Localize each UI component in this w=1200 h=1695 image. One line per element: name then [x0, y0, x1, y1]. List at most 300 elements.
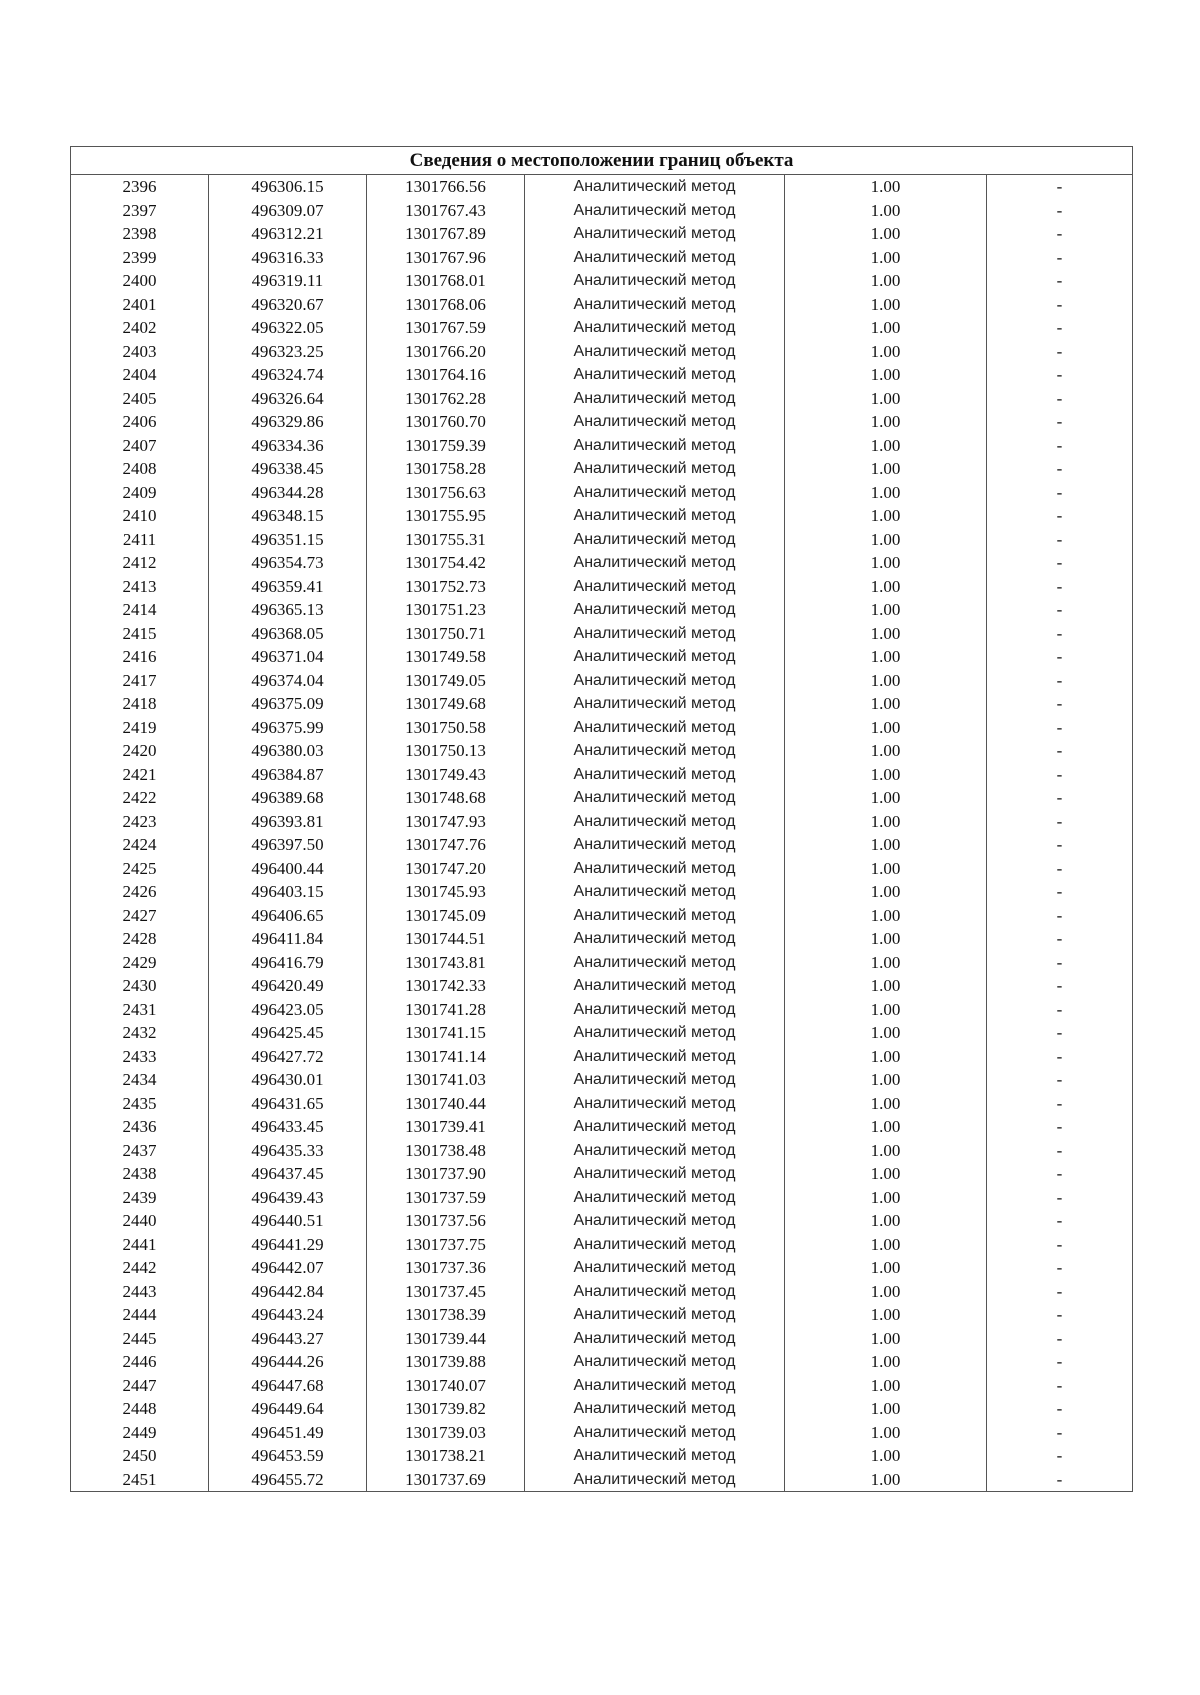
accuracy-value: 1.00: [785, 857, 987, 881]
table-row: [71, 293, 1133, 317]
coordinate-y: 1301749.68: [367, 692, 525, 716]
accuracy-value: 1.00: [785, 1444, 987, 1468]
description-value: -: [987, 763, 1133, 787]
coordinate-x: 496374.04: [209, 669, 367, 693]
coordinate-y: 1301740.44: [367, 1092, 525, 1116]
point-number: 2450: [71, 1444, 209, 1468]
table-row: [71, 1444, 1133, 1468]
description-value: -: [987, 504, 1133, 528]
determination-method: Аналитический метод: [525, 1139, 785, 1163]
coordinate-y: 1301745.09: [367, 904, 525, 928]
table-row: [71, 269, 1133, 293]
coordinate-x: 496324.74: [209, 363, 367, 387]
determination-method: Аналитический метод: [525, 1162, 785, 1186]
accuracy-value: 1.00: [785, 1421, 987, 1445]
point-number: 2400: [71, 269, 209, 293]
accuracy-value: 1.00: [785, 199, 987, 223]
coordinate-x: 496443.27: [209, 1327, 367, 1351]
table-row: [71, 810, 1133, 834]
determination-method: Аналитический метод: [525, 974, 785, 998]
table-row: [71, 457, 1133, 481]
description-value: -: [987, 1374, 1133, 1398]
description-value: -: [987, 1209, 1133, 1233]
point-number: 2431: [71, 998, 209, 1022]
accuracy-value: 1.00: [785, 1209, 987, 1233]
table-row: [71, 1021, 1133, 1045]
accuracy-value: 1.00: [785, 1280, 987, 1304]
point-number: 2416: [71, 645, 209, 669]
table-row: [71, 833, 1133, 857]
point-number: 2436: [71, 1115, 209, 1139]
point-number: 2424: [71, 833, 209, 857]
point-number: 2397: [71, 199, 209, 223]
coordinate-x: 496455.72: [209, 1468, 367, 1492]
accuracy-value: 1.00: [785, 481, 987, 505]
point-number: 2442: [71, 1256, 209, 1280]
coordinate-y: 1301749.58: [367, 645, 525, 669]
accuracy-value: 1.00: [785, 434, 987, 458]
coordinate-y: 1301766.20: [367, 340, 525, 364]
table-row: [71, 175, 1133, 199]
accuracy-value: 1.00: [785, 716, 987, 740]
table-row: [71, 951, 1133, 975]
coordinate-x: 496323.25: [209, 340, 367, 364]
table-row: [71, 1397, 1133, 1421]
determination-method: Аналитический метод: [525, 481, 785, 505]
determination-method: Аналитический метод: [525, 763, 785, 787]
boundary-coordinates-table: [70, 146, 1133, 1492]
determination-method: Аналитический метод: [525, 175, 785, 199]
coordinate-x: 496375.99: [209, 716, 367, 740]
determination-method: Аналитический метод: [525, 1186, 785, 1210]
accuracy-value: 1.00: [785, 1256, 987, 1280]
table-row: [71, 246, 1133, 270]
description-value: -: [987, 1233, 1133, 1257]
accuracy-value: 1.00: [785, 669, 987, 693]
coordinate-y: 1301762.28: [367, 387, 525, 411]
description-value: -: [987, 434, 1133, 458]
accuracy-value: 1.00: [785, 1162, 987, 1186]
coordinate-x: 496359.41: [209, 575, 367, 599]
table-row: [71, 857, 1133, 881]
coordinate-y: 1301737.75: [367, 1233, 525, 1257]
coordinate-x: 496312.21: [209, 222, 367, 246]
description-value: -: [987, 1327, 1133, 1351]
table-row: [71, 716, 1133, 740]
coordinate-y: 1301750.58: [367, 716, 525, 740]
description-value: -: [987, 1468, 1133, 1492]
table-row: [71, 1209, 1133, 1233]
accuracy-value: 1.00: [785, 1397, 987, 1421]
description-value: -: [987, 269, 1133, 293]
determination-method: Аналитический метод: [525, 716, 785, 740]
coordinate-y: 1301739.82: [367, 1397, 525, 1421]
table-row: [71, 645, 1133, 669]
description-value: -: [987, 175, 1133, 199]
determination-method: Аналитический метод: [525, 786, 785, 810]
point-number: 2440: [71, 1209, 209, 1233]
accuracy-value: 1.00: [785, 316, 987, 340]
description-value: -: [987, 1021, 1133, 1045]
table-row: [71, 622, 1133, 646]
coordinate-x: 496365.13: [209, 598, 367, 622]
point-number: 2402: [71, 316, 209, 340]
coordinate-y: 1301759.39: [367, 434, 525, 458]
accuracy-value: 1.00: [785, 269, 987, 293]
point-number: 2422: [71, 786, 209, 810]
determination-method: Аналитический метод: [525, 645, 785, 669]
point-number: 2399: [71, 246, 209, 270]
determination-method: Аналитический метод: [525, 1256, 785, 1280]
description-value: -: [987, 622, 1133, 646]
determination-method: Аналитический метод: [525, 504, 785, 528]
table-row: [71, 363, 1133, 387]
description-value: -: [987, 575, 1133, 599]
description-value: -: [987, 1303, 1133, 1327]
table-row: [71, 316, 1133, 340]
accuracy-value: 1.00: [785, 692, 987, 716]
point-number: 2401: [71, 293, 209, 317]
accuracy-value: 1.00: [785, 246, 987, 270]
determination-method: Аналитический метод: [525, 1327, 785, 1351]
point-number: 2417: [71, 669, 209, 693]
description-value: -: [987, 739, 1133, 763]
determination-method: Аналитический метод: [525, 434, 785, 458]
determination-method: Аналитический метод: [525, 1021, 785, 1045]
determination-method: Аналитический метод: [525, 528, 785, 552]
accuracy-value: 1.00: [785, 504, 987, 528]
point-number: 2414: [71, 598, 209, 622]
determination-method: Аналитический метод: [525, 1115, 785, 1139]
determination-method: Аналитический метод: [525, 1444, 785, 1468]
coordinate-x: 496427.72: [209, 1045, 367, 1069]
accuracy-value: 1.00: [785, 1233, 987, 1257]
table-row: [71, 1186, 1133, 1210]
coordinate-y: 1301737.59: [367, 1186, 525, 1210]
description-value: -: [987, 199, 1133, 223]
determination-method: Аналитический метод: [525, 246, 785, 270]
coordinate-y: 1301754.42: [367, 551, 525, 575]
coordinate-x: 496423.05: [209, 998, 367, 1022]
table-row: [71, 481, 1133, 505]
coordinate-x: 496444.26: [209, 1350, 367, 1374]
table-row: [71, 598, 1133, 622]
table-row: [71, 904, 1133, 928]
coordinate-x: 496437.45: [209, 1162, 367, 1186]
table-row: [71, 551, 1133, 575]
determination-method: Аналитический метод: [525, 833, 785, 857]
coordinate-y: 1301739.03: [367, 1421, 525, 1445]
determination-method: Аналитический метод: [525, 316, 785, 340]
point-number: 2447: [71, 1374, 209, 1398]
coordinate-x: 496316.33: [209, 246, 367, 270]
point-number: 2423: [71, 810, 209, 834]
coordinate-y: 1301739.44: [367, 1327, 525, 1351]
coordinate-y: 1301760.70: [367, 410, 525, 434]
point-number: 2446: [71, 1350, 209, 1374]
coordinate-y: 1301737.90: [367, 1162, 525, 1186]
determination-method: Аналитический метод: [525, 457, 785, 481]
coordinate-y: 1301750.71: [367, 622, 525, 646]
coordinate-y: 1301739.88: [367, 1350, 525, 1374]
point-number: 2427: [71, 904, 209, 928]
table-row: [71, 1421, 1133, 1445]
coordinate-x: 496403.15: [209, 880, 367, 904]
table-row: [71, 1374, 1133, 1398]
coordinate-x: 496431.65: [209, 1092, 367, 1116]
coordinate-x: 496449.64: [209, 1397, 367, 1421]
table-row: [71, 786, 1133, 810]
point-number: 2448: [71, 1397, 209, 1421]
coordinate-x: 496433.45: [209, 1115, 367, 1139]
point-number: 2415: [71, 622, 209, 646]
point-number: 2449: [71, 1421, 209, 1445]
table-row: [71, 763, 1133, 787]
point-number: 2396: [71, 175, 209, 199]
coordinate-x: 496400.44: [209, 857, 367, 881]
point-number: 2419: [71, 716, 209, 740]
description-value: -: [987, 927, 1133, 951]
point-number: 2412: [71, 551, 209, 575]
description-value: -: [987, 904, 1133, 928]
determination-method: Аналитический метод: [525, 551, 785, 575]
coordinate-y: 1301766.56: [367, 175, 525, 199]
table-row: [71, 387, 1133, 411]
coordinate-y: 1301747.93: [367, 810, 525, 834]
description-value: -: [987, 598, 1133, 622]
coordinate-x: 496397.50: [209, 833, 367, 857]
accuracy-value: 1.00: [785, 1068, 987, 1092]
description-value: -: [987, 1421, 1133, 1445]
description-value: -: [987, 1256, 1133, 1280]
determination-method: Аналитический метод: [525, 857, 785, 881]
determination-method: Аналитический метод: [525, 880, 785, 904]
description-value: -: [987, 316, 1133, 340]
description-value: -: [987, 833, 1133, 857]
determination-method: Аналитический метод: [525, 1280, 785, 1304]
coordinate-y: 1301741.03: [367, 1068, 525, 1092]
accuracy-value: 1.00: [785, 951, 987, 975]
coordinate-x: 496430.01: [209, 1068, 367, 1092]
coordinate-y: 1301752.73: [367, 575, 525, 599]
coordinate-y: 1301764.16: [367, 363, 525, 387]
point-number: 2435: [71, 1092, 209, 1116]
table-row: [71, 1256, 1133, 1280]
coordinate-y: 1301749.05: [367, 669, 525, 693]
accuracy-value: 1.00: [785, 1303, 987, 1327]
description-value: -: [987, 1092, 1133, 1116]
table-row: [71, 1068, 1133, 1092]
description-value: -: [987, 857, 1133, 881]
coordinate-x: 496384.87: [209, 763, 367, 787]
accuracy-value: 1.00: [785, 1021, 987, 1045]
coordinate-x: 496320.67: [209, 293, 367, 317]
point-number: 2406: [71, 410, 209, 434]
determination-method: Аналитический метод: [525, 1350, 785, 1374]
coordinate-x: 496442.07: [209, 1256, 367, 1280]
accuracy-value: 1.00: [785, 1186, 987, 1210]
coordinate-y: 1301737.56: [367, 1209, 525, 1233]
description-value: -: [987, 340, 1133, 364]
description-value: -: [987, 1068, 1133, 1092]
description-value: -: [987, 1186, 1133, 1210]
table-row: [71, 1139, 1133, 1163]
point-number: 2429: [71, 951, 209, 975]
coordinate-x: 496306.15: [209, 175, 367, 199]
accuracy-value: 1.00: [785, 1115, 987, 1139]
accuracy-value: 1.00: [785, 1045, 987, 1069]
accuracy-value: 1.00: [785, 1374, 987, 1398]
table-row: [71, 1233, 1133, 1257]
coordinate-x: 496344.28: [209, 481, 367, 505]
accuracy-value: 1.00: [785, 786, 987, 810]
accuracy-value: 1.00: [785, 763, 987, 787]
point-number: 2405: [71, 387, 209, 411]
point-number: 2411: [71, 528, 209, 552]
table-row: [71, 528, 1133, 552]
table-row: [71, 1468, 1133, 1492]
coordinate-y: 1301767.89: [367, 222, 525, 246]
accuracy-value: 1.00: [785, 998, 987, 1022]
accuracy-value: 1.00: [785, 1468, 987, 1492]
table-row: [71, 1092, 1133, 1116]
coordinate-y: 1301739.41: [367, 1115, 525, 1139]
table-row: [71, 340, 1133, 364]
table-row: [71, 1350, 1133, 1374]
coordinate-y: 1301741.14: [367, 1045, 525, 1069]
table-row: [71, 927, 1133, 951]
description-value: -: [987, 481, 1133, 505]
coordinate-y: 1301756.63: [367, 481, 525, 505]
point-number: 2426: [71, 880, 209, 904]
table-row: [71, 692, 1133, 716]
determination-method: Аналитический метод: [525, 927, 785, 951]
point-number: 2451: [71, 1468, 209, 1492]
point-number: 2443: [71, 1280, 209, 1304]
accuracy-value: 1.00: [785, 387, 987, 411]
description-value: -: [987, 998, 1133, 1022]
accuracy-value: 1.00: [785, 1327, 987, 1351]
accuracy-value: 1.00: [785, 622, 987, 646]
coordinate-y: 1301750.13: [367, 739, 525, 763]
accuracy-value: 1.00: [785, 222, 987, 246]
determination-method: Аналитический метод: [525, 1303, 785, 1327]
accuracy-value: 1.00: [785, 880, 987, 904]
coordinate-y: 1301737.69: [367, 1468, 525, 1492]
accuracy-value: 1.00: [785, 927, 987, 951]
coordinate-x: 496425.45: [209, 1021, 367, 1045]
coordinate-x: 496326.64: [209, 387, 367, 411]
table-row: [71, 434, 1133, 458]
coordinate-x: 496443.24: [209, 1303, 367, 1327]
description-value: -: [987, 457, 1133, 481]
description-value: -: [987, 293, 1133, 317]
point-number: 2444: [71, 1303, 209, 1327]
determination-method: Аналитический метод: [525, 1209, 785, 1233]
accuracy-value: 1.00: [785, 974, 987, 998]
point-number: 2428: [71, 927, 209, 951]
point-number: 2398: [71, 222, 209, 246]
description-value: -: [987, 810, 1133, 834]
table-row: [71, 880, 1133, 904]
determination-method: Аналитический метод: [525, 998, 785, 1022]
coordinate-x: 496411.84: [209, 927, 367, 951]
accuracy-value: 1.00: [785, 575, 987, 599]
description-value: -: [987, 669, 1133, 693]
point-number: 2407: [71, 434, 209, 458]
accuracy-value: 1.00: [785, 175, 987, 199]
determination-method: Аналитический метод: [525, 1468, 785, 1492]
coordinate-y: 1301741.15: [367, 1021, 525, 1045]
accuracy-value: 1.00: [785, 904, 987, 928]
coordinate-y: 1301768.01: [367, 269, 525, 293]
coordinate-x: 496393.81: [209, 810, 367, 834]
description-value: -: [987, 1280, 1133, 1304]
description-value: -: [987, 551, 1133, 575]
accuracy-value: 1.00: [785, 833, 987, 857]
table-row: [71, 974, 1133, 998]
description-value: -: [987, 951, 1133, 975]
determination-method: Аналитический метод: [525, 1045, 785, 1069]
coordinate-y: 1301749.43: [367, 763, 525, 787]
coordinate-y: 1301737.36: [367, 1256, 525, 1280]
coordinate-x: 496439.43: [209, 1186, 367, 1210]
description-value: -: [987, 410, 1133, 434]
table-row: [71, 1115, 1133, 1139]
coordinate-y: 1301741.28: [367, 998, 525, 1022]
accuracy-value: 1.00: [785, 1350, 987, 1374]
accuracy-value: 1.00: [785, 739, 987, 763]
coordinate-x: 496380.03: [209, 739, 367, 763]
point-number: 2437: [71, 1139, 209, 1163]
table-row: [71, 199, 1133, 223]
point-number: 2439: [71, 1186, 209, 1210]
determination-method: Аналитический метод: [525, 363, 785, 387]
coordinate-x: 496368.05: [209, 622, 367, 646]
point-number: 2404: [71, 363, 209, 387]
coordinate-x: 496348.15: [209, 504, 367, 528]
determination-method: Аналитический метод: [525, 199, 785, 223]
coordinate-x: 496351.15: [209, 528, 367, 552]
determination-method: Аналитический метод: [525, 1233, 785, 1257]
point-number: 2432: [71, 1021, 209, 1045]
coordinate-y: 1301738.21: [367, 1444, 525, 1468]
point-number: 2413: [71, 575, 209, 599]
point-number: 2430: [71, 974, 209, 998]
description-value: -: [987, 1444, 1133, 1468]
coordinate-x: 496441.29: [209, 1233, 367, 1257]
determination-method: Аналитический метод: [525, 1092, 785, 1116]
determination-method: Аналитический метод: [525, 222, 785, 246]
point-number: 2433: [71, 1045, 209, 1069]
point-number: 2420: [71, 739, 209, 763]
coordinate-y: 1301737.45: [367, 1280, 525, 1304]
coordinate-x: 496354.73: [209, 551, 367, 575]
point-number: 2441: [71, 1233, 209, 1257]
coordinate-y: 1301747.76: [367, 833, 525, 857]
point-number: 2408: [71, 457, 209, 481]
table-row: [71, 410, 1133, 434]
table-row: [71, 575, 1133, 599]
table-row: [71, 1280, 1133, 1304]
accuracy-value: 1.00: [785, 598, 987, 622]
determination-method: Аналитический метод: [525, 669, 785, 693]
coordinate-x: 496389.68: [209, 786, 367, 810]
coordinate-y: 1301767.96: [367, 246, 525, 270]
coordinate-x: 496406.65: [209, 904, 367, 928]
coordinate-x: 496338.45: [209, 457, 367, 481]
description-value: -: [987, 1350, 1133, 1374]
